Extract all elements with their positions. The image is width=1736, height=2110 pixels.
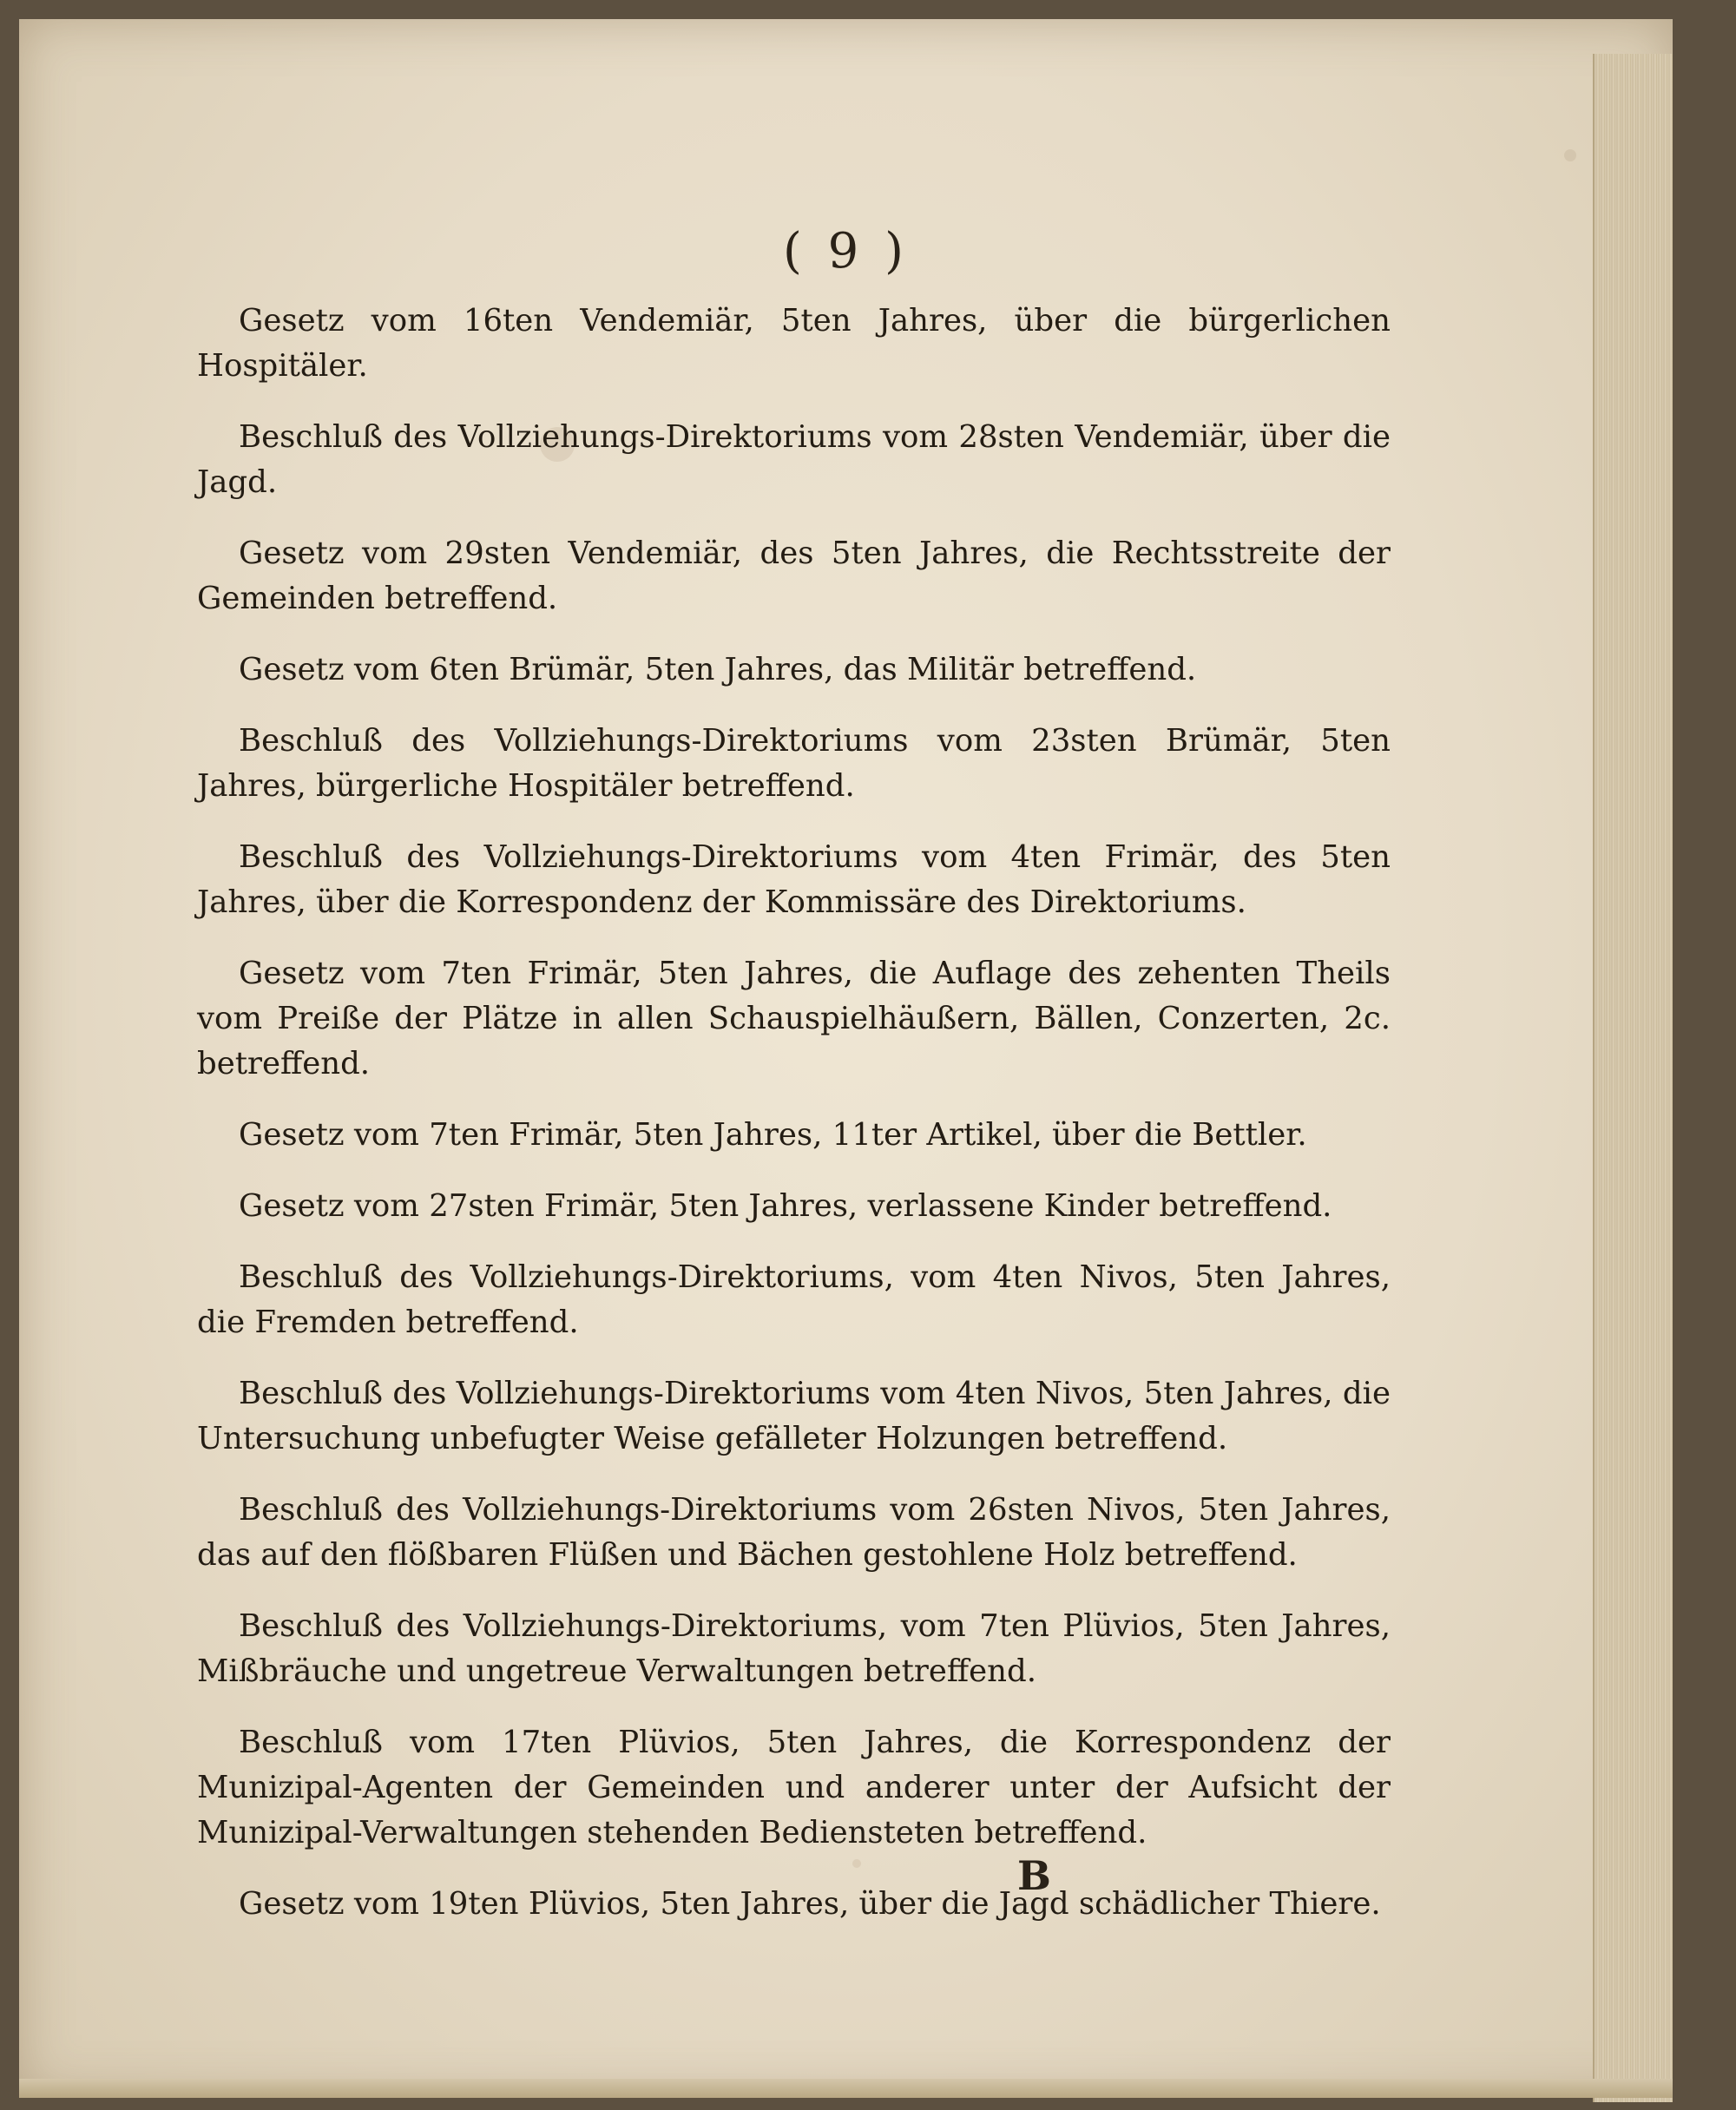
entry-item: Beschluß des Vollziehungs-Direktoriums vom 23sten Brümär, 5ten Jahres, bürgerliche Hospitäler betreffend. (197, 723, 1391, 804)
signature-mark: B (1017, 1852, 1051, 1899)
entry-item: Gesetz vom 7ten Frimär, 5ten Jahres, 11ter Artikel, über die Bettler. (239, 1117, 1307, 1153)
entry-item: Gesetz vom 7ten Frimär, 5ten Jahres, die Auflage des zehenten Theils vom Preiße der Plätze in allen Schauspielhäußern, Bällen, Conzerten, 2c. betreffend. (197, 956, 1391, 1081)
book-page (19, 19, 1673, 2098)
entry-item: Gesetz vom 16ten Vendemiär, 5ten Jahres, über die bürgerlichen Hospitäler. (197, 303, 1391, 384)
paper-stain (1564, 149, 1576, 161)
page-stack-edge (1593, 54, 1673, 2102)
entry-item: Gesetz vom 29sten Vendemiär, des 5ten Jahres, die Rechtsstreite der Gemeinden betreffend. (197, 536, 1391, 616)
entry-list (197, 299, 1391, 1953)
page-number-header: ( 9 ) (783, 223, 909, 279)
entry-item: Gesetz vom 27sten Frimär, 5ten Jahres, verlassene Kinder betreffend. (239, 1188, 1332, 1224)
entry-item: Beschluß vom 17ten Plüvios, 5ten Jahres, die Korrespondenz der Munizipal-Agenten der Gemeinden und anderer unter der Aufsicht der Munizipal-Verwaltungen stehenden Bediensteten betreffend. (197, 1725, 1391, 1850)
entry-item: Gesetz vom 19ten Plüvios, 5ten Jahres, über die Jagd schädlicher Thiere. (239, 1886, 1381, 1922)
page-bottom-edge (19, 2079, 1673, 2098)
entry-item: Beschluß des Vollziehungs-Direktoriums vom 4ten Frimär, des 5ten Jahres, über die Korrespondenz der Kommissäre des Direktoriums. (197, 839, 1391, 920)
entry-item: Beschluß des Vollziehungs-Direktoriums, vom 4ten Nivos, 5ten Jahres, die Fremden betreffend. (197, 1259, 1391, 1340)
entry-item: Beschluß des Vollziehungs-Direktoriums vom 26sten Nivos, 5ten Jahres, das auf den flößbaren Flüßen und Bächen gestohlene Holz betreffend. (197, 1492, 1391, 1573)
entry-item: Beschluß des Vollziehungs-Direktoriums vom 4ten Nivos, 5ten Jahres, die Untersuchung unbefugter Weise gefälleter Holzungen betreffend. (197, 1376, 1391, 1456)
entry-item: Gesetz vom 6ten Brümär, 5ten Jahres, das Militär betreffend. (239, 652, 1197, 687)
entry-item: Beschluß des Vollziehungs-Direktoriums, vom 7ten Plüvios, 5ten Jahres, Mißbräuche und ungetreue Verwaltungen betreffend. (197, 1608, 1391, 1689)
entry-item: Beschluß des Vollziehungs-Direktoriums vom 28sten Vendemiär, über die Jagd. (197, 419, 1391, 500)
